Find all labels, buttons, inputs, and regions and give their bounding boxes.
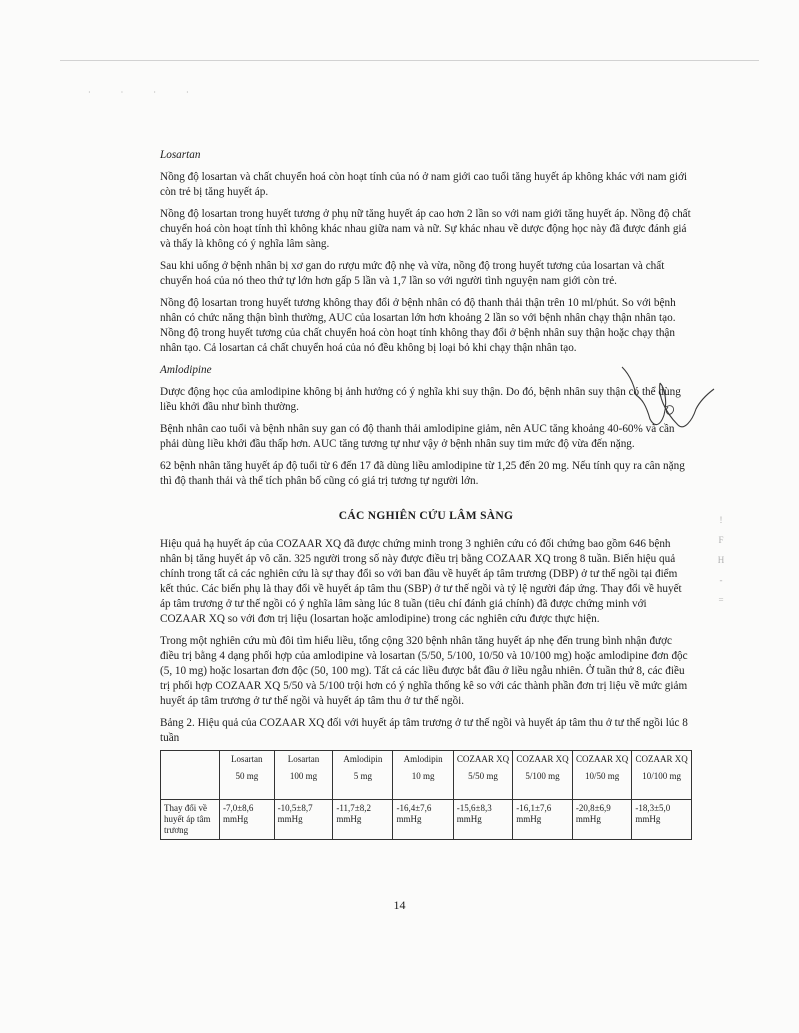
column-dose: 5/50 mg: [468, 771, 498, 781]
margin-mark: -: [719, 575, 723, 585]
table-cell: -11,7±8,2 mmHg: [333, 800, 393, 840]
column-name: COZAAR XQ: [456, 754, 510, 764]
table-header-cell: [274, 751, 333, 800]
table-header-row: [161, 751, 692, 800]
table-header-cell: [513, 751, 573, 800]
table-cell: -7,0±8,6 mmHg: [220, 800, 275, 840]
table-row: [161, 800, 692, 840]
column-name: COZAAR XQ: [575, 754, 629, 764]
table-corner-cell: [161, 751, 220, 800]
column-dose: 10/50 mg: [584, 771, 620, 781]
paragraph: Dược động học của amlodipine không bị ảnh hưởng có ý nghĩa khi suy thận. Do đó, bệnh nhân suy thận có thể dùng liều khởi đầu như bình thường.: [160, 386, 681, 413]
top-rule: [60, 60, 759, 61]
paragraph: Sau khi uống ở bệnh nhân bị xơ gan do rượu mức độ nhẹ và vừa, nồng độ trong huyết tương của losartan và chất chuyển hoá của nó theo thứ tự lớn hơn gấp 5 lần và 1,7 lần so với người tình nguyện nam giới còn trẻ.: [160, 260, 665, 287]
column-name: Amlodipin: [343, 754, 383, 764]
table-cell: -16,1±7,6 mmHg: [513, 800, 573, 840]
column-dose: 10/100 mg: [642, 771, 682, 781]
paragraph: Nồng độ losartan trong huyết tương không thay đổi ở bệnh nhân có độ thanh thải thận trên 10 ml/phút. So với bệnh nhân có chức năng thận bình thường, AUC của losartan lớn hơn khoảng 2 lần so với bệnh nhân chạy thận nhân tạo. Nồng độ trong huyết tương của chất chuyển hoá còn hoạt tính không thay đổi ở bệnh nhân suy thận hoặc chạy thận nhân tạo. Cả losartan cả chất chuyển hoá của nó đều không bị loại bỏ khi chạy thận nhân tạo.: [160, 297, 676, 354]
column-name: COZAAR XQ: [635, 754, 688, 764]
losartan-heading: Losartan: [160, 149, 201, 161]
table-header-cell: [453, 751, 513, 800]
table-header-cell: [333, 751, 393, 800]
column-name: Losartan: [231, 754, 263, 764]
margin-mark: =: [718, 595, 724, 605]
scan-specks: · · · ·: [88, 88, 203, 97]
column-name: Losartan: [287, 754, 320, 764]
paragraph: Nồng độ losartan trong huyết tương ở phụ nữ tăng huyết áp cao hơn 2 lần so với nam giới tăng huyết áp. Nồng độ chất chuyển hoá còn hoạt tính thì không khác nhau giữa nam và nữ. Sự khác nhau về dược động học này đã được đánh giá và thấy là không có ý nghĩa lâm sàng.: [160, 208, 691, 250]
paragraph: Trong một nghiên cứu mù đôi tìm hiểu liều, tổng cộng 320 bệnh nhân tăng huyết áp nhẹ đến trung bình nhận được điều trị bằng 4 dạng phối hợp của amlodipine và losartan (5/50, 5/100, 10/50 và 10/100 mg) hoặc amlodipine đơn độc (5, 10 mg) hoặc losartan đơn độc (50, 100 mg). Tất cả các liều được bắt đầu ở liều ngẫu nhiên. Ở tuần thứ 8, các điều trị phối hợp COZAAR XQ 5/50 và 5/100 trội hơn có ý nghĩa thống kê so với các thành phần đơn trị liệu về mức giảm huyết áp tâm trương ở tư thế ngồi và huyết áp tâm thu ở tư thế ngồi.: [160, 635, 688, 707]
page-number: 14: [393, 898, 406, 912]
column-dose: 100 mg: [289, 771, 318, 781]
amlodipine-heading: Amlodipine: [160, 364, 212, 376]
column-name: COZAAR XQ: [516, 754, 569, 764]
column-dose: 10 mg: [411, 771, 435, 781]
table-header-cell: [393, 751, 453, 800]
paragraph: 62 bệnh nhân tăng huyết áp độ tuổi từ 6 đến 17 đã dùng liều amlodipine từ 1,25 đến 20 mg. Nếu tính quy ra cân nặng thì độ thanh thải và thể tích phân bố cũng có giá trị tương tự người lớn.: [160, 460, 685, 487]
column-dose: 50 mg: [235, 771, 259, 781]
table-header-cell: [632, 751, 692, 800]
table-cell: -16,4±7,6 mmHg: [393, 800, 453, 840]
section-title: CÁC NGHIÊN CỨU LÂM SÀNG: [338, 510, 514, 522]
results-table: [160, 750, 692, 840]
margin-mark: F: [718, 535, 724, 545]
table-caption: Bảng 2. Hiệu quả của COZAAR XQ đối với huyết áp tâm trương ở tư thế ngồi và huyết áp tâm thu ở tư thế ngồi lúc 8 tuần: [160, 717, 688, 744]
column-dose: 5/100 mg: [525, 771, 560, 781]
row-label: Thay đổi về huyết áp tâm trương: [161, 800, 220, 840]
margin-mark: !: [719, 515, 723, 525]
table-cell: -10,5±8,7 mmHg: [274, 800, 333, 840]
table-cell: -18,3±5,0 mmHg: [632, 800, 692, 840]
table-cell: -15,6±8,3 mmHg: [453, 800, 513, 840]
paragraph: Nồng độ losartan và chất chuyển hoá còn hoạt tính của nó ở nam giới cao tuổi tăng huyết áp không khác với nam giới còn trẻ bị tăng huyết áp.: [160, 171, 687, 198]
table-header-cell: [572, 751, 632, 800]
table-cell: -20,8±6,9 mmHg: [572, 800, 632, 840]
column-name: Amlodipin: [403, 754, 443, 764]
margin-marks: [714, 510, 728, 610]
document-body: [160, 148, 692, 840]
margin-mark: H: [717, 555, 725, 565]
paragraph: Bệnh nhân cao tuổi và bệnh nhân suy gan có độ thanh thải amlodipine giảm, nên AUC tăng khoảng 40-60% và cần phải dùng liều khởi đầu thấp hơn. AUC tăng tương tự như vậy ở bệnh nhân suy tim mức độ vừa đến nặng.: [160, 423, 675, 450]
column-dose: 5 mg: [353, 771, 373, 781]
table-header-cell: [220, 751, 275, 800]
paragraph: Hiệu quả hạ huyết áp của COZAAR XQ đã được chứng minh trong 3 nghiên cứu có đối chứng bao gồm 646 bệnh nhân bị tăng huyết áp vô căn. 325 người trong số này được điều trị bằng COZAAR XQ trong 8 tuần. Biến hiệu quả chính trong tất cả các nghiên cứu là sự thay đổi so với ban đầu về huyết áp tâm trương (DBP) ở tư thế ngồi tại điểm kết thúc. Các biến phụ là thay đổi về huyết áp tâm thu (SBP) ở tư thế ngồi và tỷ lệ người đáp ứng. Thay đổi về huyết áp tâm trương ở tư thế ngồi có ý nghĩa lâm sàng lúc 8 tuần (tiêu chí đánh giá chính) đã được chứng minh với COZAAR XQ so với đơn trị liệu (losartan hoặc amlodipine) trong các nghiên cứu được thực hiện.: [160, 538, 682, 625]
